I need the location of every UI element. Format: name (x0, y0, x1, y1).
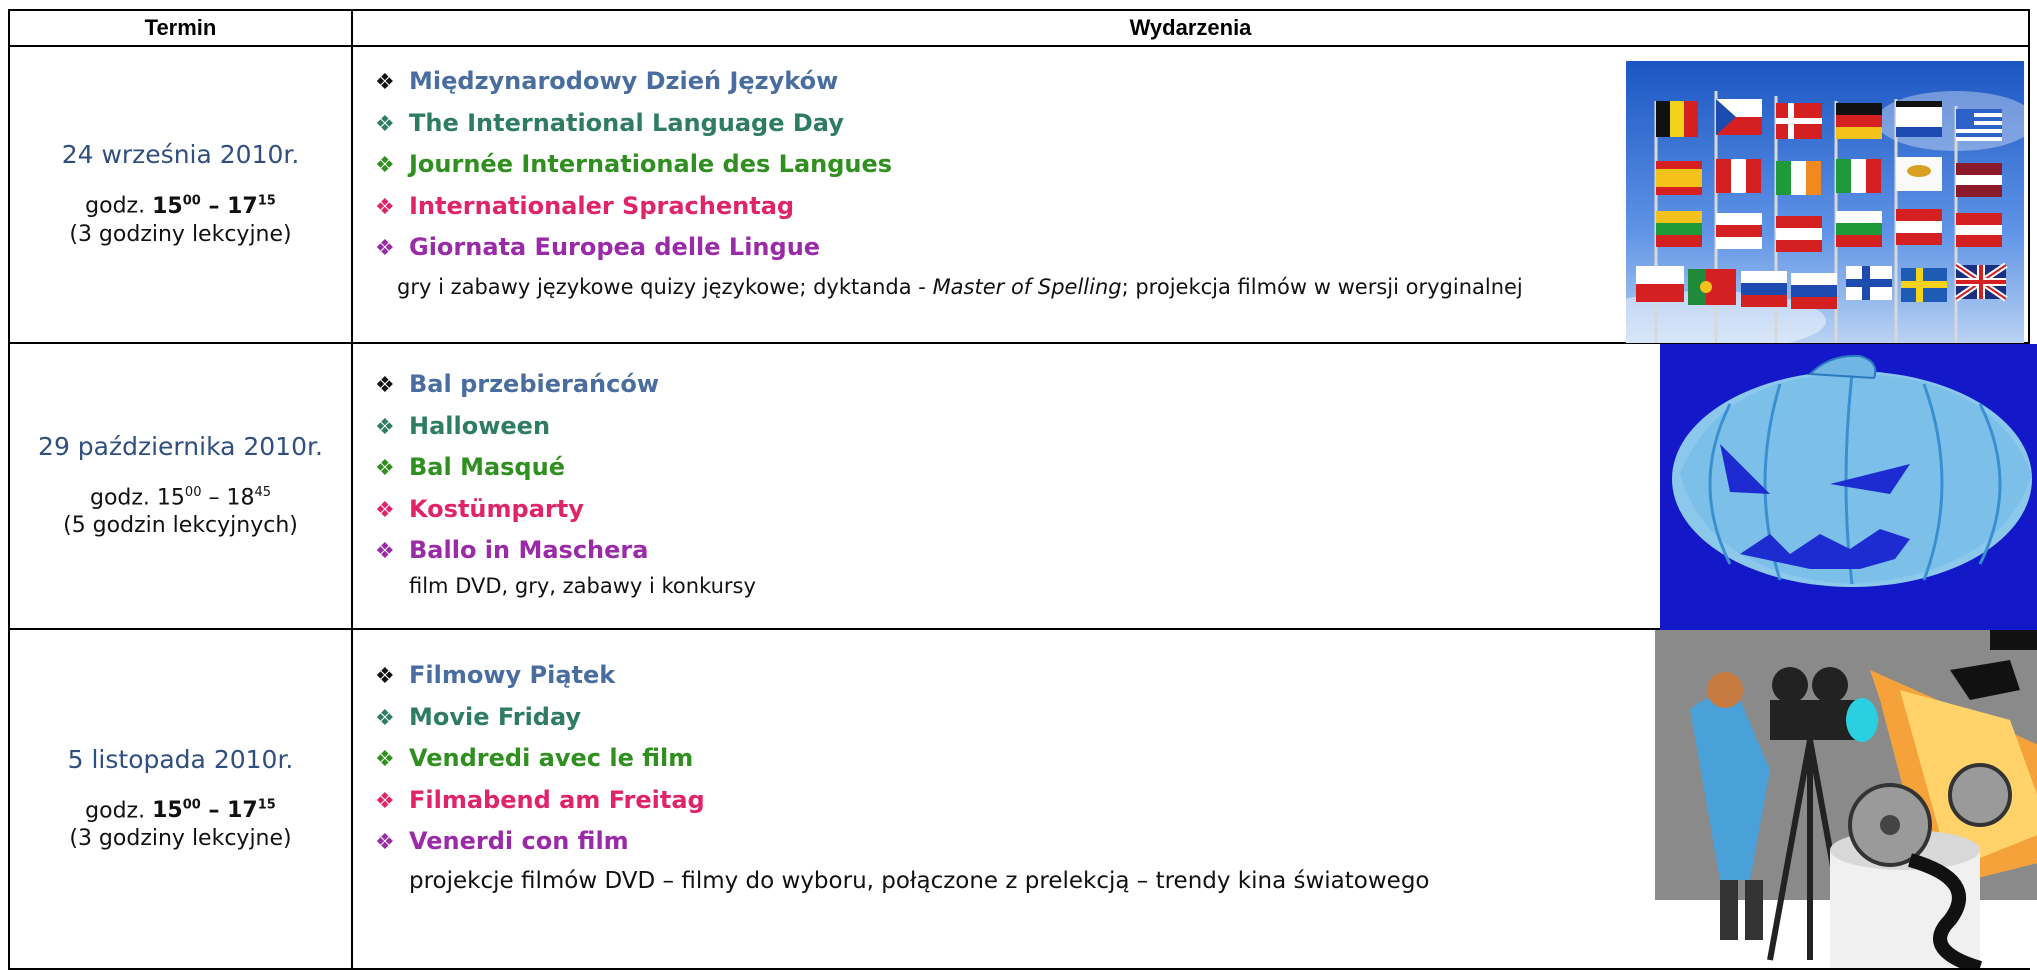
event-description: projekcje filmów DVD – filmy do wyboru, połączone z prelekcją – trendy kina światowego (409, 867, 1430, 894)
event-description: film DVD, gry, zabawy i konkursy (409, 573, 756, 598)
bullet-icon: ❖ (375, 830, 395, 855)
bullet-icon: ❖ (375, 70, 395, 95)
event-description: gry i zabawy językowe quizy językowe; dyktanda - Master of Spelling; projekcja filmów w wersji oryginalnej (397, 274, 1523, 299)
list-item: ❖ Movie Friday (375, 697, 1608, 739)
list-item: ❖ Filmowy Piątek (375, 655, 1608, 697)
list-item: ❖ Bal przebierańców (375, 364, 1608, 406)
header-wydarzenia: Wydarzenia (352, 10, 2029, 46)
term-cell (9, 629, 352, 969)
bullet-icon: ❖ (375, 747, 395, 772)
event-list (375, 364, 1608, 601)
list-item: ❖ Internationaler Sprachentag (375, 186, 1608, 228)
bullet-icon: ❖ (375, 788, 395, 814)
event-date: 24 września 2010r. (61, 140, 300, 170)
header-row (9, 10, 2029, 46)
list-item: ❖ The International Language Day (375, 103, 1608, 145)
event-duration: (3 godziny lekcyjne) (69, 221, 292, 247)
bullet-icon: ❖ (375, 664, 395, 689)
list-item: ❖ Giornata Europea delle Lingue (375, 227, 1608, 269)
list-item: ❖ Journée Internationale des Langues (375, 144, 1608, 186)
event-time: godz. $15^{00} - 18^{45}$ (89, 484, 272, 511)
pumpkin-image (1660, 344, 2037, 630)
bullet-icon: ❖ (375, 414, 395, 440)
term-cell (9, 46, 352, 343)
event-date: 29 października 2010r. (38, 431, 323, 461)
list-item: ❖ Kostümparty (375, 489, 1608, 531)
schedule-table (8, 9, 2030, 970)
events-cell (352, 629, 2029, 969)
event-time: godz. $15^{00} - 17^{15}$ (85, 193, 276, 219)
events-cell (352, 46, 2029, 343)
event-time: godz. $15^{00} - 17^{15}$ (85, 797, 276, 824)
table-row (9, 629, 2029, 969)
list-item: ❖ Vendredi avec le film (375, 738, 1608, 780)
event-duration: (5 godzin lekcyjnych) (63, 513, 298, 539)
list-item: ❖ Halloween (375, 406, 1608, 448)
list-item: ❖ Venerdi con film (375, 821, 1608, 863)
term-cell (9, 343, 352, 629)
table-row (9, 46, 2029, 343)
event-list (375, 61, 1608, 302)
bullet-icon: ❖ (375, 111, 395, 137)
event-date: 5 listopada 2010r. (67, 744, 294, 774)
film-camera-image (1650, 630, 2037, 968)
bullet-icon: ❖ (375, 373, 395, 398)
header-termin: Termin (9, 10, 352, 46)
table-row (9, 343, 2029, 629)
list-item: ❖ Bal Masqué (375, 447, 1608, 489)
eu-flags-image (1626, 61, 2024, 343)
list-item: ❖ Filmabend am Freitag (375, 780, 1608, 822)
list-item: ❖ Międzynarodowy Dzień Języków (375, 61, 1608, 103)
event-list (375, 655, 1608, 896)
bullet-icon: ❖ (375, 236, 395, 261)
event-duration: (3 godziny lekcyjne) (69, 826, 292, 852)
bullet-icon: ❖ (375, 456, 395, 481)
events-cell (352, 343, 2029, 629)
bullet-icon: ❖ (375, 705, 395, 731)
bullet-icon: ❖ (375, 194, 395, 220)
list-item: ❖ Ballo in Maschera (375, 530, 1608, 572)
bullet-icon: ❖ (375, 497, 395, 523)
bullet-icon: ❖ (375, 153, 395, 178)
bullet-icon: ❖ (375, 539, 395, 564)
